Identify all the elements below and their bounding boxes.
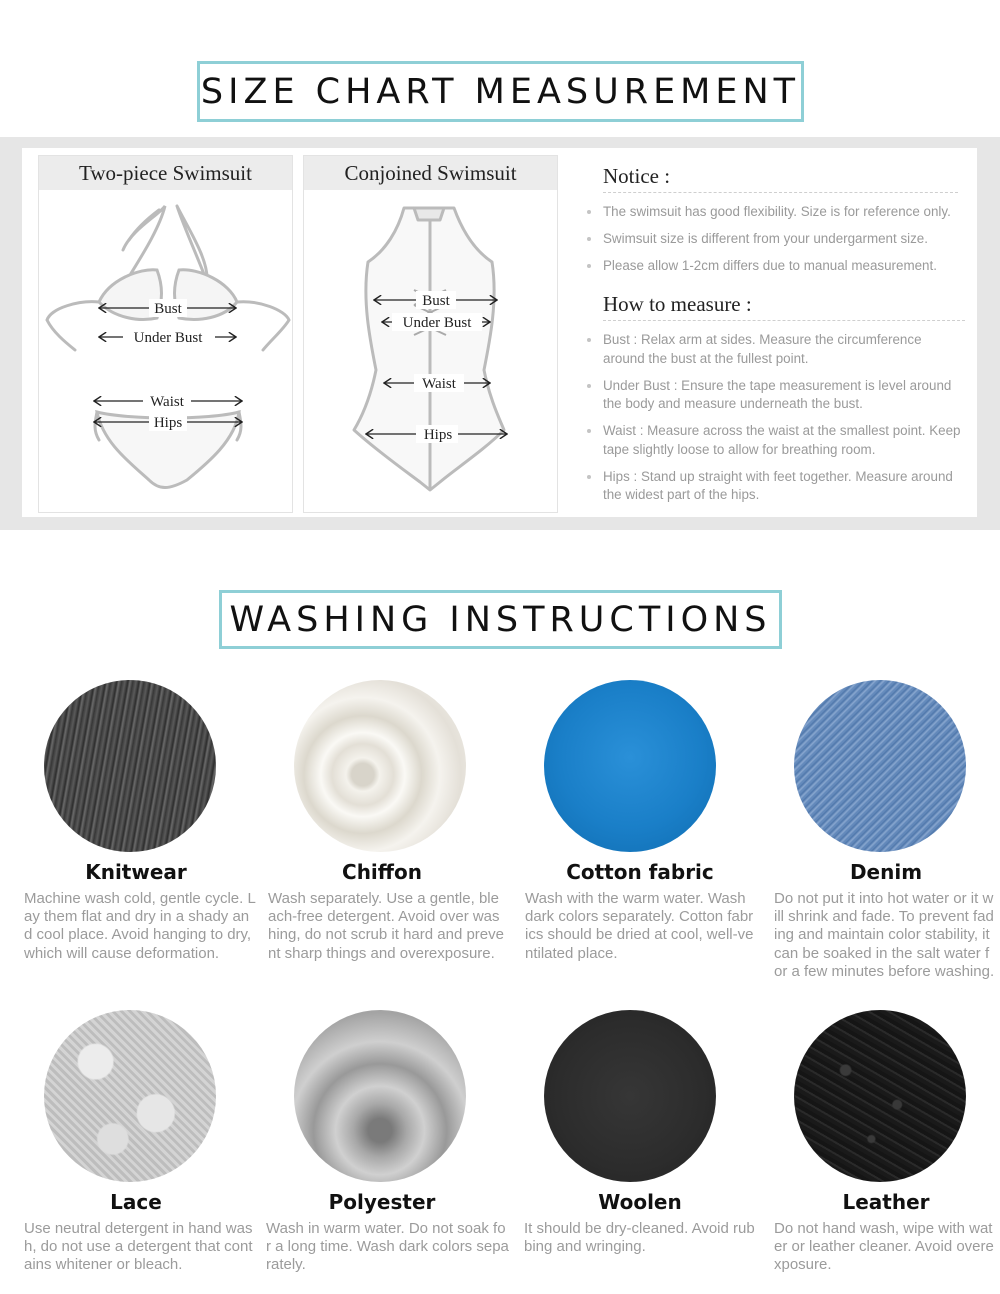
how-to-item-waist: Waist : Measure across the waist at the smallest point. Keep tape slightly loose to allow for breathing room. [603,422,965,459]
conjoined-waist-label: Waist [422,376,456,392]
how-to-item-bust: Bust : Relax arm at sides. Measure the circumference around the bust at the fullest point. [603,331,965,368]
fabric-description: It should be dry-cleaned. Avoid rubbing and wringing. [524,1220,755,1256]
notice-section [603,164,958,284]
fabric-description: Wash in warm water. Do not soak for a long time. Wash dark colors separately. [266,1220,509,1274]
notice-item: The swimsuit has good flexibility. Size is for reference only. [603,203,958,222]
lace-swatch-icon [44,1010,216,1182]
washing-instructions-title: WASHING INSTRUCTIONS [219,590,782,649]
leather-swatch-icon [794,1010,966,1182]
two-piece-diagram [39,190,292,512]
how-to-item-under-bust: Under Bust : Ensure the tape measurement is level around the body and measure underneath the bust. [603,377,965,414]
size-chart-title: SIZE CHART MEASUREMENT [197,61,804,122]
how-to-item-hips: Hips : Stand up straight with feet together. Measure around the widest part of the hips. [603,468,965,505]
fabric-name: Chiffon [342,860,422,884]
woolen-swatch-icon [544,1010,716,1182]
conjoined-heading: Conjoined Swimsuit [304,156,557,190]
chiffon-swatch-icon [294,680,466,852]
fabric-name: Leather [842,1190,930,1214]
notice-heading: Notice : [603,164,958,193]
conjoined-diagram [304,190,557,512]
two-piece-waist-label: Waist [150,394,184,410]
fabric-name: Polyester [328,1190,436,1214]
two-piece-bust-label: Bust [154,301,182,317]
how-to-measure-heading: How to measure : [603,292,965,321]
polyester-swatch-icon [294,1010,466,1182]
fabric-description: Do not put it into hot water or it will shrink and fade. To prevent fading and maintain color stability, it can be soaked in the salt water for a few minutes before washing. [774,890,995,980]
two-piece-under-bust-label: Under Bust [133,330,203,346]
notice-item: Swimsuit size is different from your undergarment size. [603,230,958,249]
fabric-description: Do not hand wash, wipe with water or leather cleaner. Avoid overexposure. [774,1220,994,1274]
conjoined-bust-label: Bust [422,293,450,309]
two-piece-panel [38,155,293,513]
notice-list [603,203,958,276]
fabric-name: Denim [849,860,923,884]
fabric-name: Lace [110,1190,162,1214]
conjoined-panel [303,155,558,513]
how-to-measure-list [603,331,965,505]
fabric-name: Knitwear [85,860,187,884]
fabric-description: Wash separately. Use a gentle, bleach-free detergent. Avoid over washing, do not scrub it hard and prevent sharp things and overexposure. [268,890,504,962]
two-piece-hips-label: Hips [153,415,183,431]
knitwear-swatch-icon [44,680,216,852]
fabric-description: Machine wash cold, gentle cycle. Lay them flat and dry in a shady and cool place. Avoid hanging to dry, which will cause deformation. [24,890,256,962]
cotton-swatch-icon [544,680,716,852]
denim-swatch-icon [794,680,966,852]
notice-item: Please allow 1-2cm differs due to manual measurement. [603,257,958,276]
fabric-description: Wash with the warm water. Wash dark colors separately. Cotton fabrics should be dried at cool, well-ventilated place. [525,890,754,962]
fabric-name: Cotton fabric [566,860,714,884]
fabric-name: Woolen [598,1190,682,1214]
fabric-description: Use neutral detergent in hand wash, do not use a detergent that contains whitener or bleach. [24,1220,253,1274]
how-to-measure-section [603,292,965,513]
two-piece-heading: Two-piece Swimsuit [39,156,292,190]
conjoined-under-bust-label: Under Bust [402,315,472,331]
conjoined-hips-label: Hips [423,427,453,443]
